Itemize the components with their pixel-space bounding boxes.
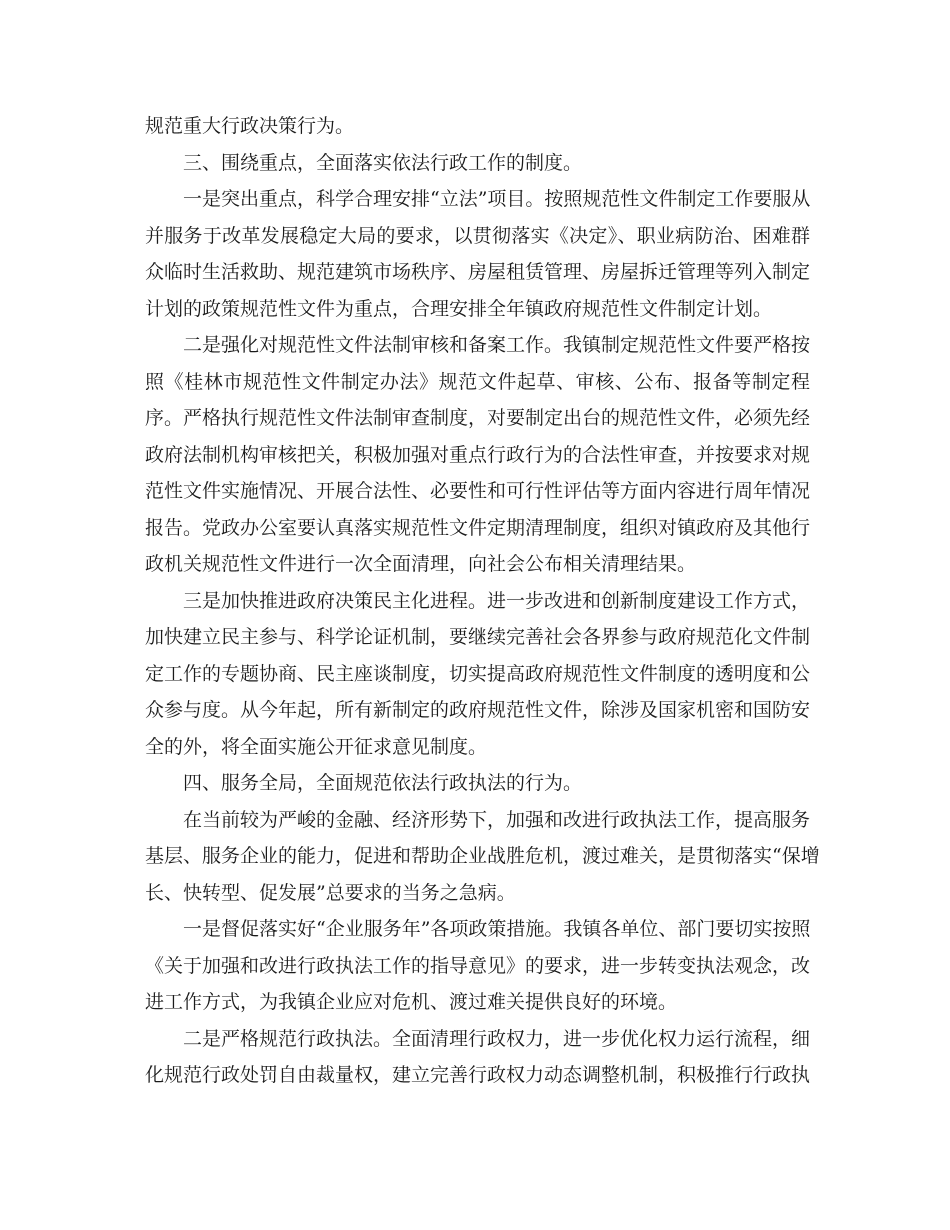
text-line: 定工作的专题协商、民主座谈制度，切实提高政府规范性文件制度的透明度和公: [145, 662, 811, 685]
text-line: 序。严格执行规范性文件法制审查制度，对要制定出台的规范性文件，必须先经: [145, 407, 811, 429]
text-line: 报告。党政办公室要认真落实规范性文件定期清理制度，组织对镇政府及其他行: [145, 516, 811, 539]
text-line: 并服务于改革发展稳定大局的要求，以贯彻落实《决定》、职业病防治、困难群: [145, 224, 810, 247]
text-line: 化规范行政处罚自由裁量权，建立完善行政权力动态调整机制，积极推行行政执: [145, 1064, 811, 1086]
text-line: 基层、服务企业的能力，促进和帮助企业战胜危机，渡过难关，是贯彻落实“保增: [145, 845, 820, 867]
text-line: 二是强化对规范性文件法制审核和备案工作。我镇制定规范性文件要严格按: [183, 334, 811, 356]
section-heading: 四、服务全局，全面规范依法行政执法的行为。: [183, 772, 583, 794]
text-line: 在当前较为严峻的金融、经济形势下，加强和改进行政执法工作，提高服务: [183, 808, 811, 831]
text-line: 二是严格规范行政执法。全面清理行政权力，进一步优化权力运行流程，细: [183, 1027, 811, 1050]
text-line: 《关于加强和改进行政执法工作的指导意见》的要求，进一步转变执法观念，改: [145, 954, 811, 977]
text-line: 加快建立民主参与、科学论证机制，要继续完善社会各界参与政府规范化文件制: [145, 626, 811, 648]
text-line: 一是突出重点，科学合理安排“立法”项目。按照规范性文件制定工作要服从: [183, 188, 811, 210]
text-line: 众临时生活救助、规范建筑市场秩序、房屋租赁管理、房屋拆迁管理等列入制定: [145, 261, 811, 283]
text-line: 一是督促落实好“企业服务年”各项政策措施。我镇各单位、部门要切实按照: [183, 918, 811, 940]
text-line: 照《桂林市规范性文件制定办法》规范文件起草、审核、公布、报备等制定程: [145, 370, 810, 393]
text-line: 全的外，将全面实施公开征求意见制度。: [145, 735, 488, 758]
text-line: 三是加快推进政府决策民主化进程。进一步改进和创新制度建设工作方式，: [183, 589, 811, 612]
text-line: 政机关规范性文件进行一次全面清理，向社会公布相关清理结果。: [145, 553, 697, 575]
document-body: [145, 108, 820, 1094]
text-line: 众参与度。从今年起，所有新制定的政府规范性文件，除涉及国家机密和国防安: [145, 699, 811, 721]
text-line: 进工作方式，为我镇企业应对危机、渡过难关提供良好的环境。: [145, 991, 678, 1013]
text-line: 长、快转型、促发展”总要求的当务之急病。: [145, 881, 516, 904]
text-line: 计划的政策规范性文件为重点，合理安排全年镇政府规范性文件制定计划。: [145, 297, 773, 320]
text-line: 政府法制机构审核把关，积极加强对重点行政行为的合法性审查，并按要求对规: [145, 443, 811, 466]
text-line: 范性文件实施情况、开展合法性、必要性和可行性评估等方面内容进行周年情况: [145, 480, 811, 502]
text-line: 规范重大行政决策行为。: [145, 115, 355, 137]
section-heading: 三、围绕重点，全面落实依法行政工作的制度。: [183, 151, 583, 174]
